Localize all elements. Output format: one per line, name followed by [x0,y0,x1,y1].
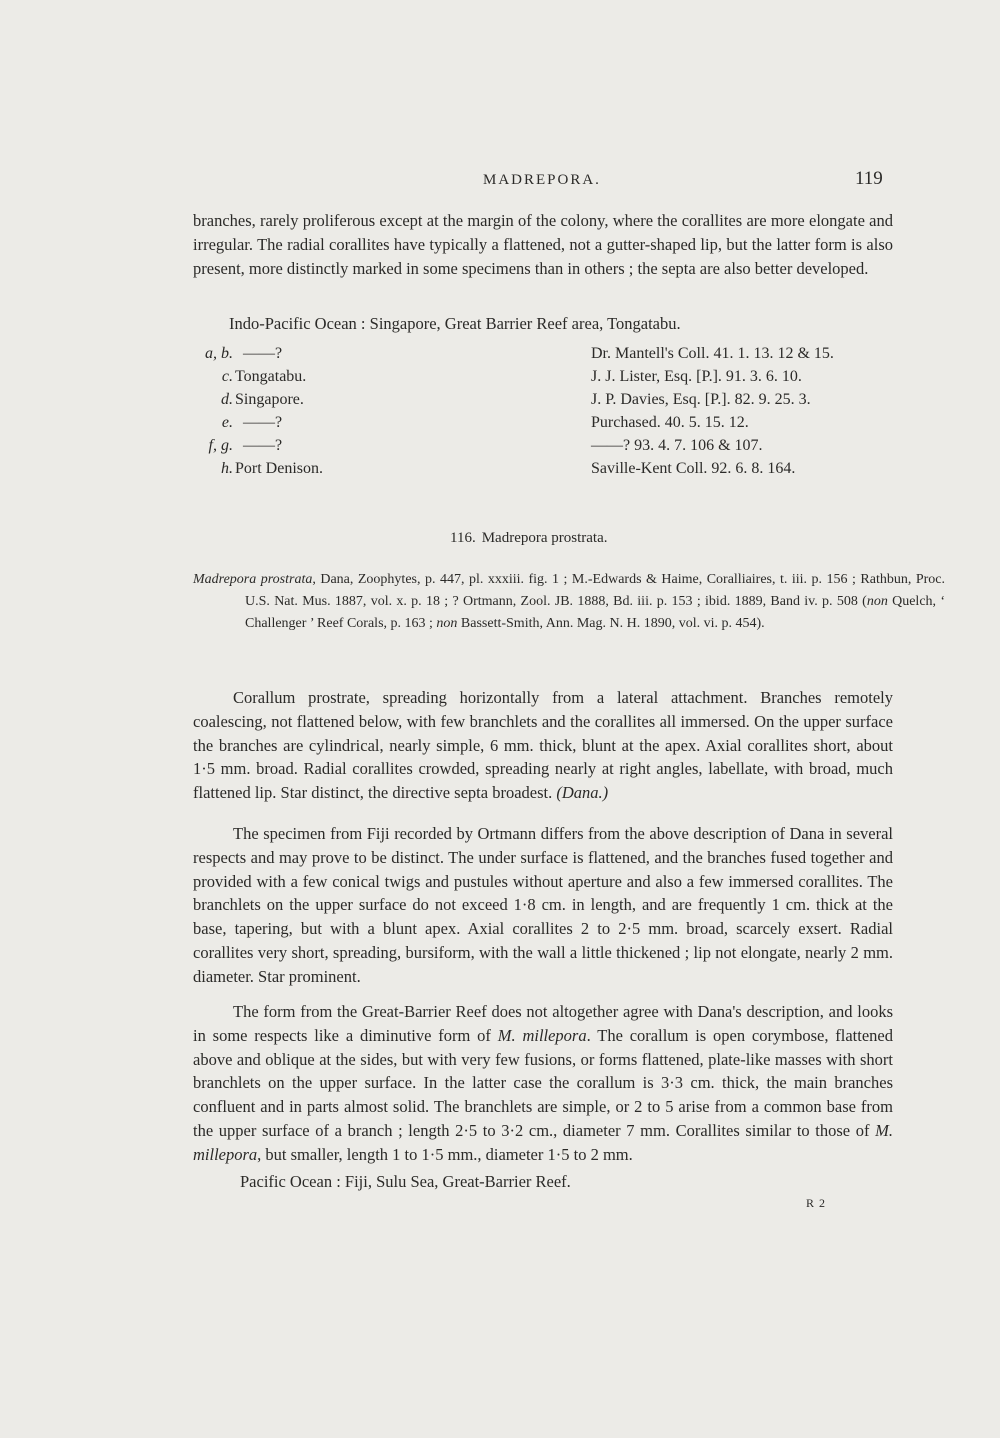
non-marker: non [436,616,458,631]
specimen-source: J. J. Lister, Esq. [P.]. 91. 3. 6. 10. [591,368,802,385]
specimen-locality: ——? [243,345,283,362]
description-text: Corallum prostrate, spreading horizontally from a lateral attachment. Branches remotely coalescing, not flattened below, with few branchlets and the corallites all immersed. On the upper surface the branches are cylindrical, nearly simple, 6 mm. thick, blunt at the apex. Axial corallites short, about 1·5 mm. broad. Radial corallites crowded, spreading nearly at right angles, labellate, with broad, much flattened lip. Star distinct, the directive septa broadest. [193,688,893,803]
specimen-row [193,345,893,367]
specimen-locality: ——? [243,414,283,431]
specimen-row [193,460,893,482]
paragraph-text: . The corallum is open corymbose, flattened above and oblique at the sides, but with very few fusions, or forms flattened, plate-like masses with short branchlets on the upper surface. In the latter case the corallum is 3·3 cm. thick, the main branches confluent and in parts almost solid. The branchlets are simple, or 2 to 5 arise from a common base from the upper surface of a branch ; length 2·5 to 3·2 cm., diameter 7 mm. Corallites similar to those of [193,1025,893,1140]
specimen-key: d. [221,391,233,408]
paragraph-barrier-reef [193,1000,893,1167]
specimen-source: Dr. Mantell's Coll. 41. 1. 13. 12 & 15. [591,345,834,362]
specimen-locality: Tongatabu. [235,368,307,385]
specimen-key: a, b. [205,345,233,362]
paragraph-fiji [193,822,893,989]
specimen-key: e. [221,414,233,431]
specimen-key: c. [221,368,233,385]
specimen-key: f, g. [208,437,233,454]
section-title: Madrepora prostrata. [481,530,608,546]
specimen-locality: Singapore. [235,391,304,408]
species-name: Madrepora prostrata [193,572,313,587]
running-title: MADREPORA. [483,172,601,188]
specimen-source: J. P. Davies, Esq. [P.]. 82. 9. 25. 3. [591,391,811,408]
paragraph-fiji-text: The specimen from Fiji recorded by Ortmann differs from the above description of Dana in several respects and may prove to be distinct. The under surface is flattened, and the branches fused together and provided with a few conical twigs and pustules without aperture and also a few immersed corallites. The branchlets on the upper surface do not exceed 1·8 cm. in length, and are frequently 1 cm. thick at the base, tapering, but with a blunt apex. Axial corallites 2 to 2·5 mm. broad, scarcely exsert. Radial corallites very short, spreading, bursiform, with the wall a little thickened ; lip not elongate, nearly 2 mm. diameter. Star prominent. [193,824,893,986]
specimen-row [193,391,893,413]
paragraph-text: The form from the Great-Barrier Reef does not altogether agree with Dana's description, and looks in some respects like a diminutive form of [193,1002,893,1045]
page-number: 119 [855,168,883,189]
paragraph-text: , but smaller, length 1 to 1·5 mm., diameter 1·5 to 2 mm. [257,1144,633,1164]
synonymy-text: Quelch, ‘ Challenger ’ Reef Corals, p. 163 ; [245,594,945,631]
specimen-source: ——? 93. 4. 7. 106 & 107. [591,437,763,454]
non-marker: non [866,594,888,609]
specimen-source: Purchased. 40. 5. 15. 12. [591,414,749,431]
specimen-locality: ——? [243,437,283,454]
specimen-row [193,414,893,436]
species-name: M. millepora [193,1120,893,1164]
specimen-list [193,345,893,475]
description-paragraph [193,686,893,805]
synonymy-text: Bassett-Smith, Ann. Mag. N. H. 1890, vol. vi. p. 454). [457,616,765,631]
paragraph-continued: branches, rarely proliferous except at the margin of the colony, where the corallites are more elongate and irregular. The radial corallites have typically a flattened, not a gutter-shaped lip, but the latter form is also present, more distinctly marked in some specimens than in others ; the septa are also better developed. [193,211,893,278]
specimen-key: h. [221,460,233,477]
citation: (Dana.) [556,783,609,803]
locality-line: Indo-Pacific Ocean : Singapore, Great Barrier Reef area, Tongatabu. [229,314,681,333]
specimen-row [193,368,893,390]
species-name: M. millepora [497,1025,587,1045]
section-heading [450,530,607,547]
signature-mark: R 2 [806,1196,827,1210]
synonymy-text: , Dana, Zoophytes, p. 447, pl. xxxiii. fig. 1 ; M.-Edwards & Haime, Coralliaires, t. iii. p. 156 ; Rathbun, Proc. U.S. Nat. Mus. 1887, vol. x. p. 18 ; ? Ortmann, Zool. JB. 1888, Bd. iii. p. 153 ; ibid. 1889, Band iv. p. 508 ( [245,572,946,609]
section-number: 116. [450,530,476,546]
specimen-row [193,437,893,459]
specimen-locality: Port Denison. [235,460,323,477]
running-head [0,168,1000,194]
locality-line: Pacific Ocean : Fiji, Sulu Sea, Great-Barrier Reef. [240,1172,571,1191]
synonymy-block [193,569,945,635]
specimen-source: Saville-Kent Coll. 92. 6. 8. 164. [591,460,796,477]
